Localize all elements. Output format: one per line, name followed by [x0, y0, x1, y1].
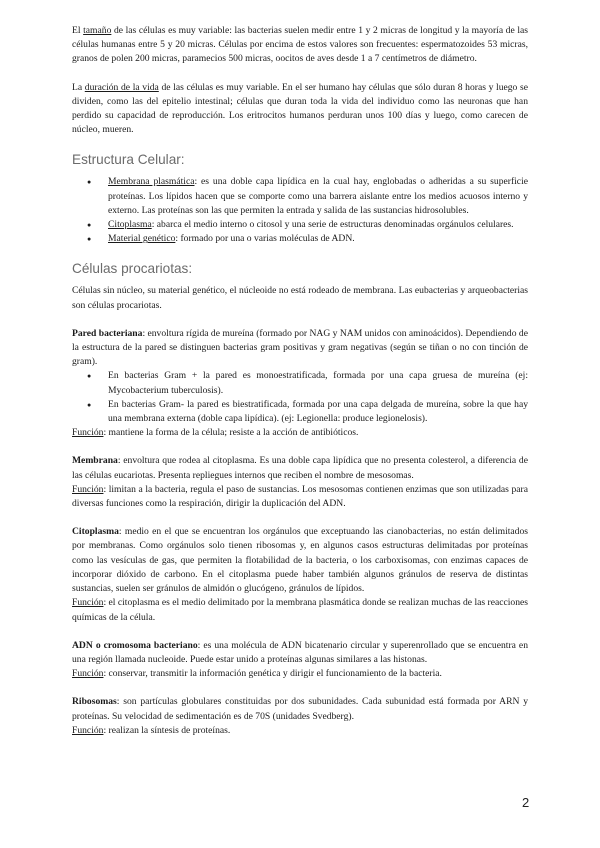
list-pared — [72, 369, 528, 426]
list-item: ● En bacterias Gram- la pared es biestratificada, formada por una capa delgada de mureína, sobre la que hay una membrana externa (doble capa lipídica). (ej: Legionella: produce legionelosis). — [72, 398, 528, 426]
term-ribosomas: Ribosomas — [72, 696, 117, 708]
term-duracion: duración de la vida — [84, 81, 159, 93]
term-adn: ADN o cromosoma bacteriano — [72, 639, 198, 651]
document-page — [72, 24, 528, 738]
funcion-label: Función — [72, 668, 104, 680]
text: : es una doble capa lipídica en la cual hay, englobadas o adheridas a su superficie proteínas. Los lípidos hacen que se comporte como una barrera aislante entre los medios acuosos interno y externo. Las proteínas son las que permiten la entrada y salida de las sustancias hidrosolubles. — [108, 176, 528, 216]
text: : el citoplasma es el medio delimitado por la membrana plasmática donde se realizan muchas de las reacciones químicas de la célula. — [72, 597, 528, 623]
text: de las células es muy variable. En el ser humano hay células que sólo duran 8 horas y luego se dividen, como las del epitelio intestinal; células que duran toda la vida del individuo como las neuronas que han perdido su capacidad de reproducción. Los eritrocitos humanos perduran unos 100 días y luego, como carecen de núcleo, mueren. — [72, 81, 528, 136]
funcion-adn — [72, 667, 528, 681]
funcion-membrana — [72, 483, 528, 511]
text: : limitan a la bacteria, regula el paso de sustancias. Los mesosomas contienen enzimas que son utilizadas para diversas funciones como la respiración, dirigir la duplicación del ADN. — [72, 483, 528, 510]
text: El — [72, 25, 84, 36]
list-item — [72, 175, 528, 218]
text: : realizan la síntesis de proteínas. — [103, 724, 231, 736]
paragraph-tamano — [72, 24, 528, 67]
text: : abarca el medio interno o citosol y una serie de estructuras denominadas orgánulos celulares. — [151, 219, 514, 231]
list-item: ● En bacterias Gram + la pared es monoestratificada, formada por una capa gruesa de mureína (ej: Mycobacterium tuberculosis). — [72, 369, 528, 397]
funcion-label: Función — [72, 427, 104, 439]
term-tamano: tamaño — [83, 25, 112, 36]
paragraph-citoplasma — [72, 525, 528, 596]
text: : envoltura rígida de mureína (formado por NAG y NAM unidos con aminoácidos). Dependiendo de la estructura de la pared se distinguen bacterias gram positivas y gram negativas (según se tiñan o no con tinción de gram). — [72, 327, 528, 368]
text: : conservar, transmitir la información genética y dirigir el funcionamiento de la bacteria. — [103, 668, 442, 680]
funcion-label: Función — [72, 597, 104, 609]
heading-celulas-procariotas: Células procariotas: — [72, 261, 193, 277]
term-membrana: Membrana — [72, 455, 118, 467]
paragraph-membrana — [72, 454, 528, 482]
funcion-ribosomas — [72, 724, 528, 738]
heading-estructura-celular: Estructura Celular: — [72, 152, 185, 168]
text: : son partículas globulares constituidas por dos subunidades. Cada subunidad está formada por ARN y proteínas. Su velocidad de sedimentación es de 70S (unidades Svedberg). — [72, 696, 528, 722]
paragraph-duracion — [72, 81, 528, 138]
funcion-label: Función — [72, 724, 104, 736]
paragraph-pared — [72, 327, 528, 370]
term: Citoplasma — [108, 219, 152, 231]
paragraph-procariotas-intro: Células sin núcleo, su material genético, el núcleoide no está rodeado de membrana. Las eubacterias y arqueobacterias son células procariotas. — [72, 285, 528, 311]
list-estructura — [72, 175, 528, 246]
paragraph-adn — [72, 639, 528, 667]
funcion-citoplasma — [72, 596, 528, 624]
funcion-label: Función — [72, 483, 104, 495]
term: Material genético — [108, 233, 176, 245]
text: : envoltura que rodea al citoplasma. Es una doble capa lipídica que no presenta colesterol, a diferencia de las células eucariotas. Presenta repliegues internos que reciben el nombre de mesosomas. — [72, 455, 528, 481]
page-number: 2 — [522, 795, 530, 810]
term-pared: Pared bacteriana — [72, 327, 143, 339]
text: : medio en el que se encuentran los orgánulos que exceptuando las cianobacterias, no están delimitados por membranas. Como orgánulos solo tienen ribosomas y, en algunos casos estructuras delimitadas por proteínas como las vesículas de gas, que permiten la flotabilidad de la bacteria, o los carboxisomas, con enzimas capaces de incorporar dióxido de carbono. En el citoplasma puede haber también algunos gránulos de reserva de distintas sustancias, suelen ser gránulos de almidón o glucógeno, gránulos de lípidos. — [72, 526, 528, 595]
text: : formado por una o varias moléculas de ADN. — [175, 233, 355, 245]
funcion-pared — [72, 426, 528, 440]
paragraph-ribosomas — [72, 695, 528, 723]
text: La — [72, 81, 85, 93]
term-citoplasma: Citoplasma — [72, 526, 119, 538]
list-item — [72, 232, 528, 246]
list-item — [72, 218, 528, 232]
text: de las células es muy variable: las bacterias suelen medir entre 1 y 2 micras de longitud y la mayoría de las células humanas entre 5 y 20 micras. Células por encima de estos valores son frecuentes: espermatozoides 53 micras, granos de polen 200 micras, paramecios 500 micras, oocitos de aves desde 1 a 7 centímetros de diámetro. — [72, 25, 528, 65]
text: : mantiene la forma de la célula; resiste a la acción de antibióticos. — [103, 427, 359, 439]
term: Membrana plasmática — [108, 176, 195, 188]
text: : es una molécula de ADN bicatenario circular y superenrollado que se encuentra en una región llamada nucleoide. Puede estar unido a proteínas algunas similares a las histonas. — [72, 639, 528, 665]
